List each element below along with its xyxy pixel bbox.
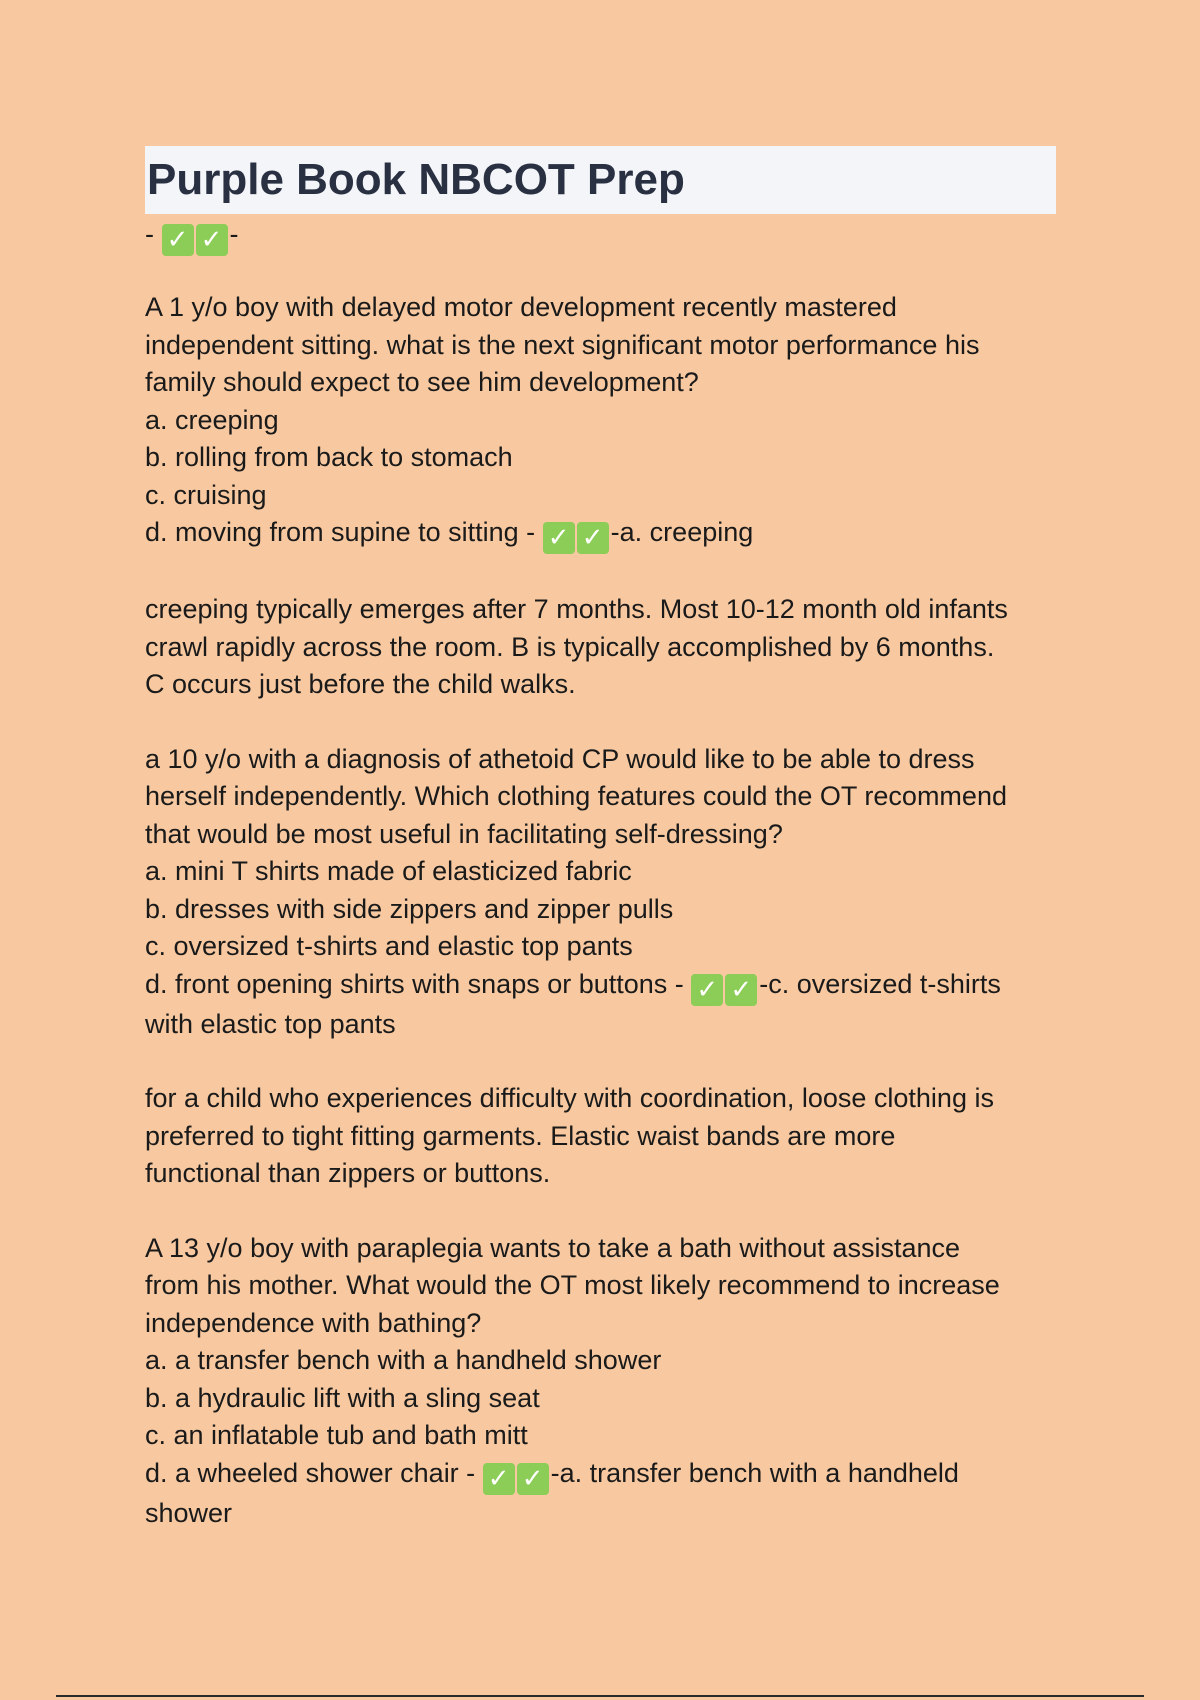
- marker-prefix: -: [145, 219, 162, 249]
- question-stem-line: independence with bathing?: [145, 1307, 482, 1338]
- correct-answer: -a. transfer bench with a handheld: [550, 1457, 959, 1488]
- answer-option-text: d. moving from supine to sitting -: [145, 517, 543, 547]
- check-mark-icon: ✓: [577, 522, 609, 554]
- check-mark-icon: ✓: [196, 224, 228, 256]
- correct-answer: -a. creeping: [610, 517, 754, 547]
- answer-option: b. dresses with side zippers and zipper pulls: [145, 893, 674, 924]
- question-stem-line: from his mother. What would the OT most likely recommend to increase: [145, 1270, 1000, 1300]
- footer-divider: [56, 1695, 1144, 1697]
- check-mark-icon: ✓: [517, 1463, 549, 1495]
- answer-option-with-key: [145, 1455, 1055, 1495]
- answer-option: c. an inflatable tub and bath mitt: [145, 1420, 528, 1450]
- correct-answer: -c. oversized t-shirts: [759, 968, 1001, 999]
- correct-answer-continuation: with elastic top pants: [145, 1008, 396, 1039]
- question-block: [145, 289, 1055, 554]
- question-stem-line: that would be most useful in facilitating self-dressing?: [145, 818, 783, 849]
- answer-option: c. cruising: [145, 479, 267, 510]
- question-stem-line: family should expect to see him development?: [145, 367, 699, 397]
- answer-option: b. rolling from back to stomach: [145, 442, 513, 472]
- question-stem-line: herself independently. Which clothing features could the OT recommend: [145, 781, 1007, 811]
- answer-option: c. oversized t-shirts and elastic top pants: [145, 931, 633, 961]
- document-title: Purple Book NBCOT Prep: [147, 155, 685, 204]
- check-mark-icon: ✓: [725, 974, 757, 1006]
- answer-option-text: d. front opening shirts with snaps or buttons -: [145, 968, 692, 999]
- explanation-line: creeping typically emerges after 7 months. Most 10-12 month old infants: [145, 594, 1008, 624]
- answer-option-text: d. a wheeled shower chair -: [145, 1457, 483, 1488]
- answer-option: a. mini T shirts made of elasticized fabric: [145, 856, 632, 886]
- question-stem-line: independent sitting. what is the next significant motor performance his: [145, 329, 980, 360]
- explanation-line: for a child who experiences difficulty with coordination, loose clothing is: [145, 1083, 994, 1113]
- document-content: [145, 146, 1055, 1532]
- explanation-line: preferred to tight fitting garments. Elastic waist bands are more: [145, 1120, 896, 1151]
- answer-option-with-key: [145, 514, 1055, 554]
- explanation-block: [145, 1080, 1055, 1193]
- correct-answer-continuation: shower: [145, 1497, 233, 1528]
- question-block: [145, 1230, 1055, 1533]
- check-mark-icon: ✓: [483, 1463, 515, 1495]
- check-mark-icon: ✓: [162, 224, 194, 256]
- explanation-block: [145, 591, 1055, 704]
- explanation-line: functional than zippers or buttons.: [145, 1158, 551, 1188]
- answer-option: b. a hydraulic lift with a sling seat: [145, 1382, 540, 1413]
- question-stem-line: a 10 y/o with a diagnosis of athetoid CP would like to be able to dress: [145, 743, 975, 774]
- answer-option: a. creeping: [145, 404, 279, 435]
- answer-option-with-key: [145, 966, 1055, 1006]
- title-answer-marker: [145, 216, 1055, 256]
- question-stem-line: A 1 y/o boy with delayed motor development recently mastered: [145, 292, 897, 322]
- marker-suffix: -: [229, 219, 239, 249]
- answer-option: a. a transfer bench with a handheld shower: [145, 1345, 662, 1375]
- question-stem-line: A 13 y/o boy with paraplegia wants to take a bath without assistance: [145, 1232, 960, 1263]
- title-banner: [145, 146, 1056, 214]
- explanation-line: C occurs just before the child walks.: [145, 669, 576, 699]
- check-mark-icon: ✓: [543, 522, 575, 554]
- check-mark-icon: ✓: [691, 974, 723, 1006]
- explanation-line: crawl rapidly across the room. B is typically accomplished by 6 months.: [145, 631, 995, 662]
- question-block: [145, 741, 1055, 1044]
